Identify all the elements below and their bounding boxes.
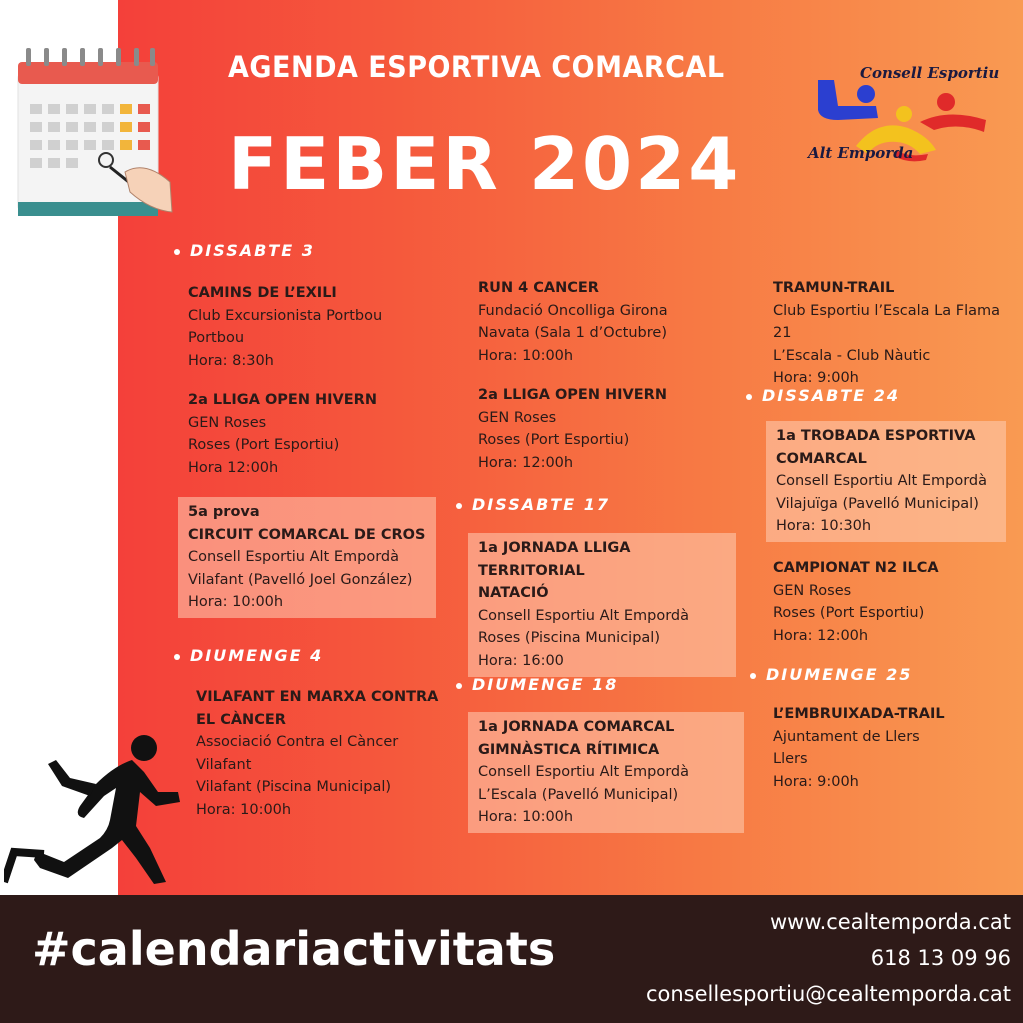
event-organizer: Associació Contra el Càncer <box>196 734 399 751</box>
logo-line1: Consell Esportiu <box>860 64 1000 82</box>
event-title: L’EMBRUIXADA-TRAIL <box>773 706 945 722</box>
event-location: L’Escala - Club Nàutic <box>773 347 931 364</box>
logo-line2: Alt Emporda <box>808 144 914 162</box>
event-title-2: NATACIÓ <box>478 585 549 602</box>
event-title: RUN 4 CANCER <box>478 280 599 296</box>
bullet <box>456 503 462 509</box>
event-location: Llers <box>773 751 808 768</box>
agenda-title: AGENDA ESPORTIVA COMARCAL <box>228 50 725 85</box>
bullet <box>456 683 462 689</box>
contact-info <box>646 904 1011 1012</box>
event-title: TRAMUN-TRAIL <box>773 280 895 296</box>
day-header-dissabte-17: DISSABTE 17 <box>456 495 610 514</box>
event-time: Hora: 9:00h <box>773 773 859 790</box>
event-organizer: GEN Roses <box>773 582 852 599</box>
event-location: Roses (Port Esportiu) <box>188 437 340 454</box>
event-time: Hora: 16:00 <box>478 652 564 669</box>
event-lliga-territorial-natacio <box>468 533 736 677</box>
event-time: Hora: 9:00h <box>773 370 859 387</box>
event-title-2: COMARCAL <box>776 450 867 467</box>
website-link[interactable]: www.cealtemporda.cat <box>769 910 1011 934</box>
event-time: Hora: 10:00h <box>196 801 292 818</box>
event-circuit-cros <box>178 497 436 618</box>
event-time: Hora: 12:00h <box>773 627 869 644</box>
day-header-diumenge-4: DIUMENGE 4 <box>174 646 323 665</box>
event-location: Roses (Port Esportiu) <box>773 605 925 622</box>
event-organizer: Club Excursionista Portbou <box>188 307 383 324</box>
phone-number[interactable]: 618 13 09 96 <box>870 946 1011 970</box>
event-time: Hora: 8:30h <box>188 352 274 369</box>
event-vilafant-marxa <box>196 686 438 822</box>
event-lliga-open-hivern-3 <box>188 389 377 479</box>
event-organizer: GEN Roses <box>188 414 267 431</box>
event-title: 1a JORNADA COMARCAL <box>478 719 675 735</box>
event-location: Navata (Sala 1 d’Octubre) <box>478 325 667 342</box>
event-location: Vilafant (Piscina Municipal) <box>196 779 392 796</box>
event-location: Portbou <box>188 330 245 347</box>
event-time: Hora: 10:30h <box>776 518 872 535</box>
event-trobada-esportiva <box>766 421 1006 542</box>
event-gimnastica-ritmica <box>468 712 744 833</box>
event-organizer: Fundació Oncolliga Girona <box>478 302 668 319</box>
event-organizer: GEN Roses <box>478 409 557 426</box>
event-title: CIRCUIT COMARCAL DE CROS <box>188 526 426 543</box>
calendar-icon <box>10 42 180 232</box>
runner-icon <box>4 722 184 890</box>
event-organizer: Consell Esportiu Alt Empordà <box>478 607 689 624</box>
event-location: Roses (Piscina Municipal) <box>478 630 660 647</box>
event-location: Roses (Port Esportiu) <box>478 432 630 449</box>
event-time: Hora: 10:00h <box>478 809 574 826</box>
event-title-2: GIMNÀSTICA RÍTIMICA <box>478 741 660 758</box>
event-organizer: Ajuntament de Llers <box>773 728 920 745</box>
event-title-pre: 5a prova <box>188 504 260 520</box>
event-lliga-open-hivern-4 <box>478 384 667 474</box>
event-title: VILAFANT EN MARXA CONTRA <box>196 689 439 705</box>
event-organizer: Consell Esportiu Alt Empordà <box>776 473 987 490</box>
event-location: Vilajuïga (Pavelló Municipal) <box>776 495 979 512</box>
bullet <box>174 249 180 255</box>
event-time: Hora: 12:00h <box>478 454 574 471</box>
event-title-2: EL CÀNCER <box>196 711 286 728</box>
event-organizer: Club Esportiu l’Escala La Flama 21 <box>773 302 1000 342</box>
bullet <box>174 654 180 660</box>
event-title: 1a TROBADA ESPORTIVA <box>776 428 976 444</box>
event-title: 1a JORNADA LLIGA TERRITORIAL <box>478 540 631 579</box>
event-run-4-cancer <box>478 277 668 367</box>
event-time: Hora: 10:00h <box>188 594 284 611</box>
day-header-dissabte-3: DISSABTE 3 <box>174 241 315 260</box>
event-campionat-ilca <box>773 557 939 647</box>
event-time: Hora: 10:00h <box>478 347 574 364</box>
bullet <box>746 394 752 400</box>
event-town: Vilafant <box>196 756 252 773</box>
event-title: 2a LLIGA OPEN HIVERN <box>188 392 377 408</box>
event-camins-exili <box>188 282 382 372</box>
email-link[interactable]: consellesportiu@cealtemporda.cat <box>645 982 1011 1006</box>
event-time: Hora 12:00h <box>188 459 279 476</box>
event-organizer: Consell Esportiu Alt Empordà <box>188 549 399 566</box>
event-title: 2a LLIGA OPEN HIVERN <box>478 387 667 403</box>
day-header-dissabte-24: DISSABTE 24 <box>746 386 900 405</box>
event-location: Vilafant (Pavelló Joel González) <box>188 571 413 588</box>
event-tramun-trail <box>773 277 1023 390</box>
event-title: CAMINS DE L’EXILI <box>188 285 337 301</box>
consell-esportiu-logo <box>808 58 1008 168</box>
event-location: L’Escala (Pavelló Municipal) <box>478 786 679 803</box>
month-title: FEBER 2024 <box>228 122 742 206</box>
day-header-diumenge-25: DIUMENGE 25 <box>750 665 912 684</box>
bullet <box>750 673 756 679</box>
hashtag: #calendariactivitats <box>32 922 556 976</box>
event-embruixada-trail <box>773 703 945 793</box>
day-header-diumenge-18: DIUMENGE 18 <box>456 675 618 694</box>
event-organizer: Consell Esportiu Alt Empordà <box>478 764 689 781</box>
event-title: CAMPIONAT N2 ILCA <box>773 560 939 576</box>
